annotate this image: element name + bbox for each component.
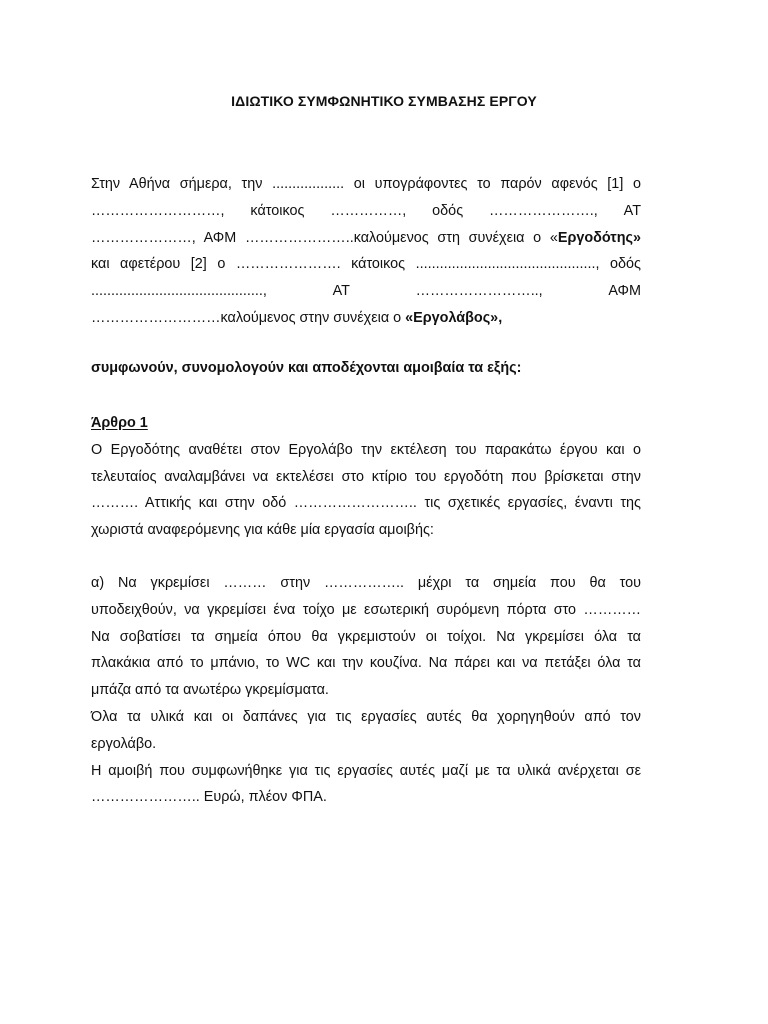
item-a-line-4-text: πλακάκια από το μπάνιο, το WC και την κουζίνα. Να πάρει και να πετάξει όλα τα bbox=[91, 655, 641, 672]
item-a-line-8 bbox=[91, 758, 641, 785]
item-a-line-5: μπάζα από τα ανωτέρω γκρεμίσματα. bbox=[91, 682, 329, 699]
intro-line-6-text: ………………………καλούμενος στην συνέχεια ο bbox=[91, 309, 406, 326]
intro-paragraph bbox=[91, 171, 641, 332]
document-title: ΙΔΙΩΤΙΚΟ ΣΥΜΦΩΝΗΤΙΚΟ ΣΥΜΒΑΣΗΣ ΕΡΓΟΥ bbox=[231, 93, 537, 109]
agreement-text: συμφωνούν, συνομολογούν και αποδέχονται αμοιβαία τα εξής: bbox=[91, 360, 522, 376]
article-1-line-1-text: Ο Εργοδότης αναθέτει στον Εργολάβο την εκτέλεση του παρακάτω έργου και ο bbox=[91, 441, 641, 458]
item-a-line-2 bbox=[91, 597, 641, 624]
item-a bbox=[91, 570, 641, 811]
intro-line-2-part: οδός bbox=[432, 202, 464, 219]
intro-line-6 bbox=[91, 305, 641, 332]
article-1-heading-line bbox=[91, 410, 641, 437]
intro-line-2-part: ΑΤ bbox=[623, 202, 641, 219]
item-a-line-7: εργολάβο. bbox=[91, 735, 157, 752]
item-a-line-3-text: Να σοβατίσει τα σημεία όπου θα γκρεμιστούν οι τοίχοι. Να γκρεμίσει όλα τα bbox=[91, 628, 641, 645]
intro-line-3 bbox=[91, 225, 641, 252]
item-a-line-6-text: Όλα τα υλικά και οι δαπάνες για τις εργασίες αυτές θα χορηγηθούν από τον bbox=[91, 708, 641, 725]
article-1-line-3-text: ………. Αττικής και στην οδό …………………….. τις σχετικές εργασίες, έναντι της bbox=[91, 495, 641, 512]
item-a-line-2-text: υποδειχθούν, να γκρεμίσει ένα τοίχο με εσωτερική συρόμενη πόρτα στο ………… bbox=[91, 601, 641, 618]
article-1-heading: Άρθρο 1 bbox=[91, 415, 148, 431]
item-a-line-4 bbox=[91, 650, 641, 677]
intro-line-4 bbox=[91, 251, 641, 278]
item-a-line-6 bbox=[91, 704, 641, 731]
article-1-line-4: χωριστά αναφερόμενης για κάθε μία εργασία αμοιβής: bbox=[91, 522, 434, 539]
article-1 bbox=[91, 410, 641, 544]
intro-line-2-part: κάτοικος bbox=[250, 202, 305, 219]
intro-line-1-text: Στην Αθήνα σήμερα, την .................. οι υπογράφοντες το παρόν αφενός [1] ο bbox=[91, 176, 641, 192]
employer-label: Εργοδότης» bbox=[557, 229, 641, 246]
intro-line-5-part: ΑΤ bbox=[332, 283, 350, 300]
intro-line-1 bbox=[91, 171, 641, 198]
article-1-line-1 bbox=[91, 437, 641, 464]
article-1-line-2-text: τελευταίος αναλαμβάνει να εκτελέσει στο κτίριο του εργοδότη που βρίσκεται στην bbox=[91, 468, 641, 485]
intro-line-2-part: ……………, bbox=[330, 202, 407, 219]
intro-line-5-part: ΑΦΜ bbox=[608, 283, 641, 300]
intro-line-2 bbox=[91, 198, 641, 225]
contractor-label: «Εργολάβος», bbox=[405, 309, 503, 326]
item-a-line-9: ………………….. Ευρώ, πλέον ΦΠΑ. bbox=[91, 789, 327, 806]
intro-line-2-part: ………………………, bbox=[91, 202, 225, 219]
intro-line-3-text: …………………, ΑΦΜ …………………..καλούμενος στη συνέχεια ο « bbox=[91, 229, 558, 246]
item-a-line-1 bbox=[91, 570, 641, 597]
article-1-line-3 bbox=[91, 490, 641, 517]
intro-line-5-part: …………………….., bbox=[415, 283, 543, 300]
intro-line-4-text: και αφετέρου [2] ο …………………. κάτοικος ............................................., οδός bbox=[91, 256, 641, 273]
agreement-paragraph bbox=[91, 355, 641, 382]
item-a-line-1-text: α) Να γκρεμίσει ……… στην …………….. μέχρι τα σημεία που θα του bbox=[91, 575, 641, 591]
article-1-line-2 bbox=[91, 464, 641, 491]
intro-line-5-part: ..........................................., bbox=[91, 283, 267, 300]
item-a-line-3 bbox=[91, 624, 641, 651]
intro-line-2-part: …………………., bbox=[489, 202, 598, 219]
intro-line-5 bbox=[91, 278, 641, 305]
item-a-line-8-text: Η αμοιβή που συμφωνήθηκε για τις εργασίες αυτές μαζί με τα υλικά ανέρχεται σε bbox=[91, 762, 641, 779]
